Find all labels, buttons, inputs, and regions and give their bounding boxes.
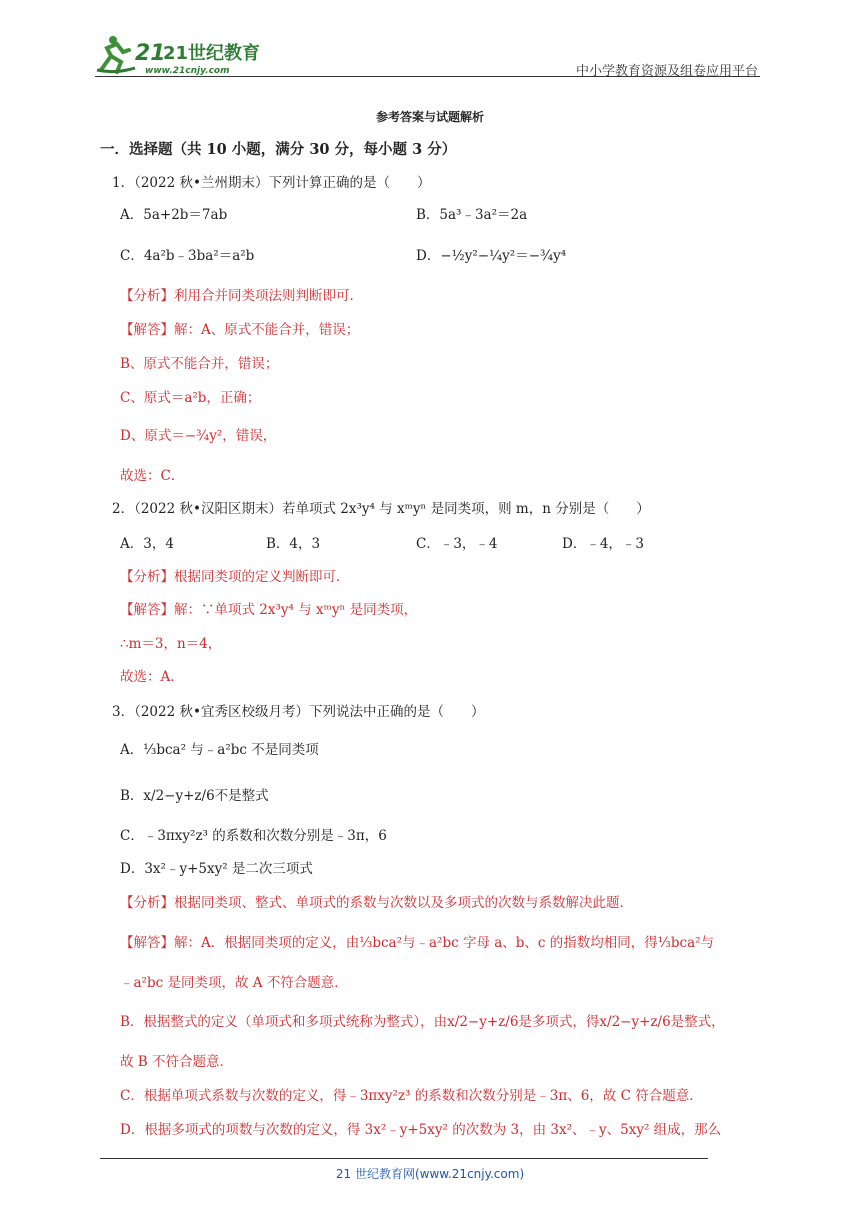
q2-option-b: B．4，3 — [266, 536, 321, 552]
q3-answer-d: D．根据多项式的项数与次数的定义，得 3x²﹣y+5xy² 的次数为 3，由 3x²、﹣y、5xy² 组成，那么 — [120, 1122, 722, 1138]
q3-answer-a-line2: ﹣a²bc 是同类项，故 A 不符合题意． — [120, 975, 348, 991]
q2-choice: 故选：A． — [120, 669, 184, 685]
q3-analysis: 【分析】根据同类项、整式、单项式的系数与次数以及多项式的次数与系数解决此题． — [120, 895, 633, 911]
q3-answer-c: C．根据单项式系数与次数的定义，得﹣3πxy²z³ 的系数和次数分别是﹣3π、6，故 C 符合题意． — [120, 1088, 703, 1104]
footer-divider — [100, 1158, 708, 1159]
q3-stem: 3．（2022 秋•宜秀区校级月考）下列说法中正确的是（ ） — [112, 704, 485, 720]
q1-option-a: A．5a+2b＝7ab — [120, 207, 228, 223]
q2-analysis: 【分析】根据同类项的定义判断即可． — [120, 569, 350, 585]
q1-answer-line3: C、原式＝a²b，正确； — [120, 390, 261, 406]
q2-stem: 2．（2022 秋•汉阳区期末）若单项式 2x³y⁴ 与 xᵐyⁿ 是同类项，则 m，n 分别是（ ） — [112, 501, 650, 517]
q1-option-b: B．5a³﹣3a²＝2a — [416, 207, 528, 223]
q1-stem: 1．（2022 秋•兰州期末）下列计算正确的是（ ） — [112, 175, 431, 191]
q2-option-c: C．﹣3，﹣4 — [416, 536, 498, 552]
platform-name: 中小学教育资源及组卷应用平台 — [575, 64, 758, 79]
q1-analysis: 【分析】利用合并同类项法则判断即可． — [120, 288, 363, 304]
q1-answer-line2: B、原式不能合并，错误； — [120, 356, 279, 372]
page-title: 参考答案与试题解析 — [375, 110, 484, 124]
q1-option-c: C．4a²b﹣3ba²＝a²b — [120, 248, 255, 264]
q1-answer-line1: 【解答】解：A、原式不能合并，错误； — [120, 322, 360, 338]
q2-option-d: D．﹣4，﹣3 — [562, 536, 645, 552]
header-divider — [95, 76, 760, 77]
q2-answer-line2: ∴m＝3，n＝4， — [120, 636, 222, 652]
q3-option-b: B．x/2−y+z/6不是整式 — [120, 788, 269, 804]
q3-option-d: D．3x²﹣y+5xy² 是二次三项式 — [120, 861, 313, 877]
q3-option-a: A．⅓bca² 与﹣a²bc 不是同类项 — [120, 742, 319, 758]
svg-text:21: 21 — [135, 41, 166, 66]
q2-answer-line1: 【解答】解：∵单项式 2x³y⁴ 与 xᵐyⁿ 是同类项， — [120, 602, 418, 618]
svg-text:www.21cnjy.com: www.21cnjy.com — [145, 66, 230, 76]
q3-option-c: C．﹣3πxy²z³ 的系数和次数分别是﹣3π，6 — [120, 828, 387, 844]
runner-logo-icon — [95, 30, 265, 78]
q3-answer-b-line1: B．根据整式的定义（单项式和多项式统称为整式），由x/2−y+z/6是多项式，得x/2−y+z/6是整式， — [120, 1014, 725, 1030]
q1-option-d: D．−½y²−¼y²＝−¾y⁴ — [416, 248, 567, 264]
svg-text:21世纪教育: 21世纪教育 — [163, 43, 261, 64]
site-logo — [95, 30, 265, 78]
q3-answer-a-line1: 【解答】解：A．根据同类项的定义，由⅓bca²与﹣a²bc 字母 a、b、c 的指数均相同，得⅓bca²与 — [120, 935, 715, 951]
q1-answer-line4: D、原式＝−¾y²，错误， — [120, 428, 277, 444]
q2-option-a: A．3，4 — [120, 536, 174, 552]
q3-answer-b-line2: 故 B 不符合题意． — [120, 1054, 234, 1070]
q1-choice: 故选：C． — [120, 468, 185, 484]
footer-source: 21 世纪教育网(www.21cnjy.com) — [335, 1167, 525, 1181]
section-heading: 一．选择题（共 10 小题，满分 30 分，每小题 3 分） — [100, 141, 457, 158]
